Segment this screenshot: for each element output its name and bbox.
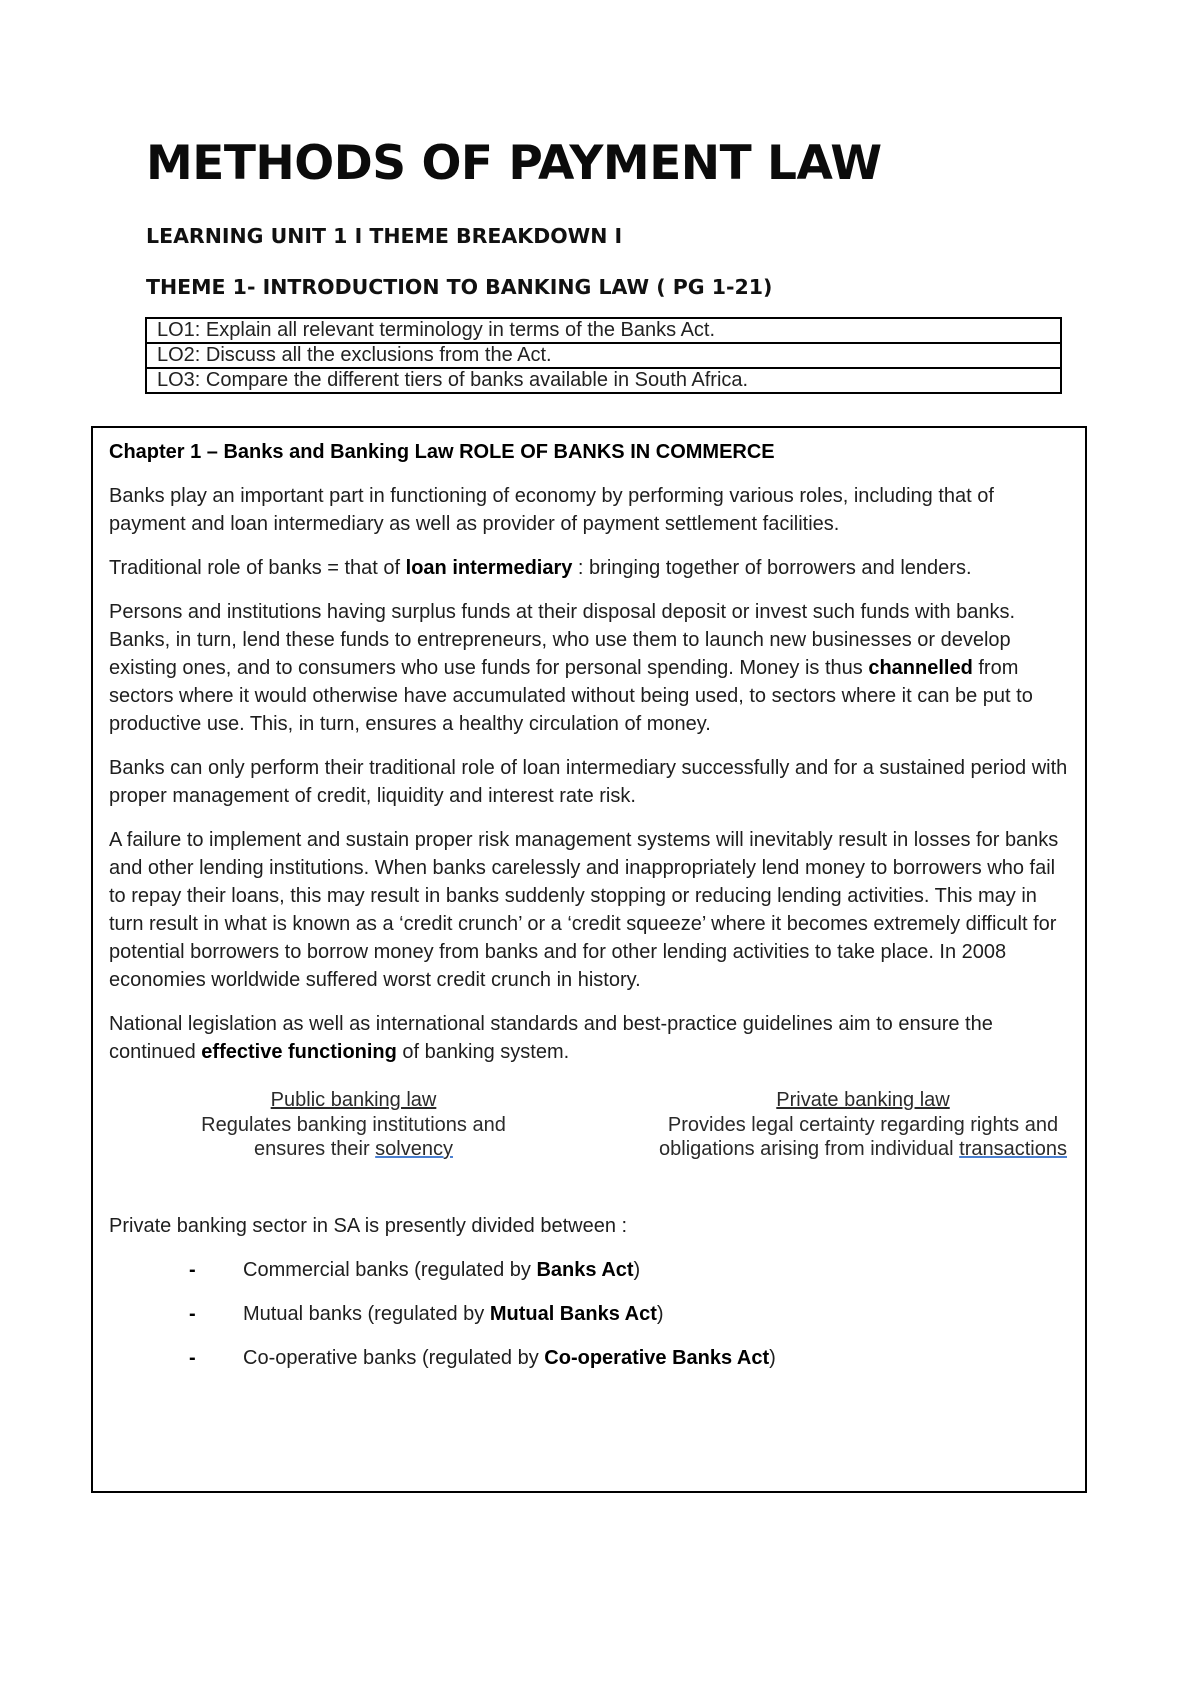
paragraph-traditional-role (109, 554, 1069, 582)
public-banking-law-line1: Regulates banking institutions and (201, 1113, 506, 1136)
text-segment: ensures their (254, 1138, 376, 1160)
text-segment: National legislation as well as international standards and best-practice guidelines aim to ensure the continued (109, 1013, 993, 1063)
table-row (146, 368, 1061, 393)
bold-term-channelled: channelled (868, 657, 973, 679)
text-segment: ) (656, 1302, 664, 1325)
text-segment: obligations arising from individual (659, 1138, 960, 1160)
learning-outcome-3: LO3: Compare the different tiers of banks available in South Africa. (146, 368, 1061, 393)
dash-bullet: - (189, 1302, 196, 1325)
table-row (146, 318, 1061, 343)
text-segment: of banking system. (396, 1041, 570, 1063)
list-item (109, 1300, 1069, 1328)
document-title: METHODS OF PAYMENT LAW (146, 136, 882, 191)
text-segment: Mutual banks (regulated by (243, 1302, 490, 1325)
spellcheck-word: transactions (959, 1138, 1067, 1160)
learning-outcome-1: LO1: Explain all relevant terminology in terms of the Banks Act. (146, 318, 1061, 343)
paragraph-legislation (109, 1010, 1069, 1066)
text-segment: Persons and institutions having surplus funds at their disposal deposit or invest such funds with banks. Banks, in turn, lend these funds to entrepreneurs, who use them to launch new businesses or develop existing ones, and to consumers who use funds for personal spending. Money is thus (109, 601, 1016, 679)
list-item (109, 1256, 1069, 1284)
bold-term-effective-functioning: effective functioning (201, 1041, 397, 1063)
text-segment: ) (769, 1346, 776, 1369)
learning-unit-heading: LEARNING UNIT 1 I THEME BREAKDOWN I (146, 224, 623, 248)
bold-act-name: Banks Act (536, 1258, 634, 1281)
text-segment: Co-operative banks (regulated by (243, 1346, 545, 1369)
text-segment: Traditional role of banks = that of (109, 557, 406, 579)
paragraph-risk-management: Banks can only perform their traditional role of loan intermediary successfully and for a sustained period with proper management of credit, liquidity and interest rate risk. (109, 757, 1068, 807)
learning-outcome-2: LO2: Discuss all the exclusions from the Act. (146, 343, 1061, 368)
theme-heading: THEME 1- INTRODUCTION TO BANKING LAW ( PG 1-21) (146, 275, 773, 299)
table-row (146, 343, 1061, 368)
text-segment: ) (633, 1258, 641, 1281)
banking-law-comparison (109, 1088, 1069, 1162)
private-banking-law-heading: Private banking law (776, 1089, 950, 1111)
public-banking-law-column (181, 1088, 526, 1162)
paragraph-surplus-funds (109, 598, 1069, 738)
dash-bullet: - (189, 1346, 196, 1369)
bank-types-list (109, 1256, 1069, 1372)
text-segment: from sectors where it would otherwise have accumulated without being used, to sectors where it can be put to productive use. This, in turn, ensures a healthy circulation of money. (109, 657, 1033, 735)
spellcheck-word: solvency (375, 1138, 453, 1160)
private-banking-law-column (643, 1088, 1083, 1162)
bold-act-name: Co-operative Banks Act (544, 1346, 770, 1369)
private-sector-intro: Private banking sector in SA is presently divided between : (109, 1214, 628, 1237)
dash-bullet: - (189, 1258, 196, 1281)
private-banking-law-line1: Provides legal certainty regarding rights and (667, 1113, 1059, 1136)
text-segment: Commercial banks (regulated by (243, 1258, 537, 1281)
private-banking-law-line2 (643, 1137, 1083, 1162)
text-segment: : bringing together of borrowers and lenders. (572, 557, 972, 579)
bold-term-loan-intermediary: loan intermediary (405, 557, 573, 579)
public-banking-law-heading: Public banking law (270, 1089, 437, 1111)
chapter-heading: Chapter 1 – Banks and Banking Law ROLE OF BANKS IN COMMERCE (109, 441, 775, 463)
chapter-box (91, 426, 1087, 1493)
public-banking-law-line2 (181, 1137, 526, 1162)
list-item (109, 1344, 1069, 1372)
bold-act-name: Mutual Banks Act (489, 1302, 657, 1325)
paragraph-role-of-banks: Banks play an important part in functioning of economy by performing various roles, including that of payment and loan intermediary as well as provider of payment settlement facilities. (109, 485, 994, 535)
paragraph-credit-crunch: A failure to implement and sustain proper risk management systems will inevitably result in losses for banks and other lending institutions. When banks carelessly and inappropriately lend money to borrowers who fail to repay their loans, this may result in banks suddenly stopping or reducing lending activities. This may in turn result in what is known as a ‘credit crunch’ or a ‘credit squeeze’ where it becomes extremely difficult for potential borrowers to borrow money from banks and for other lending activities to take place. In 2008 economies worldwide suffered worst credit crunch in history. (109, 829, 1059, 991)
learning-outcomes-table (145, 317, 1062, 394)
chapter-content (109, 438, 1069, 1388)
